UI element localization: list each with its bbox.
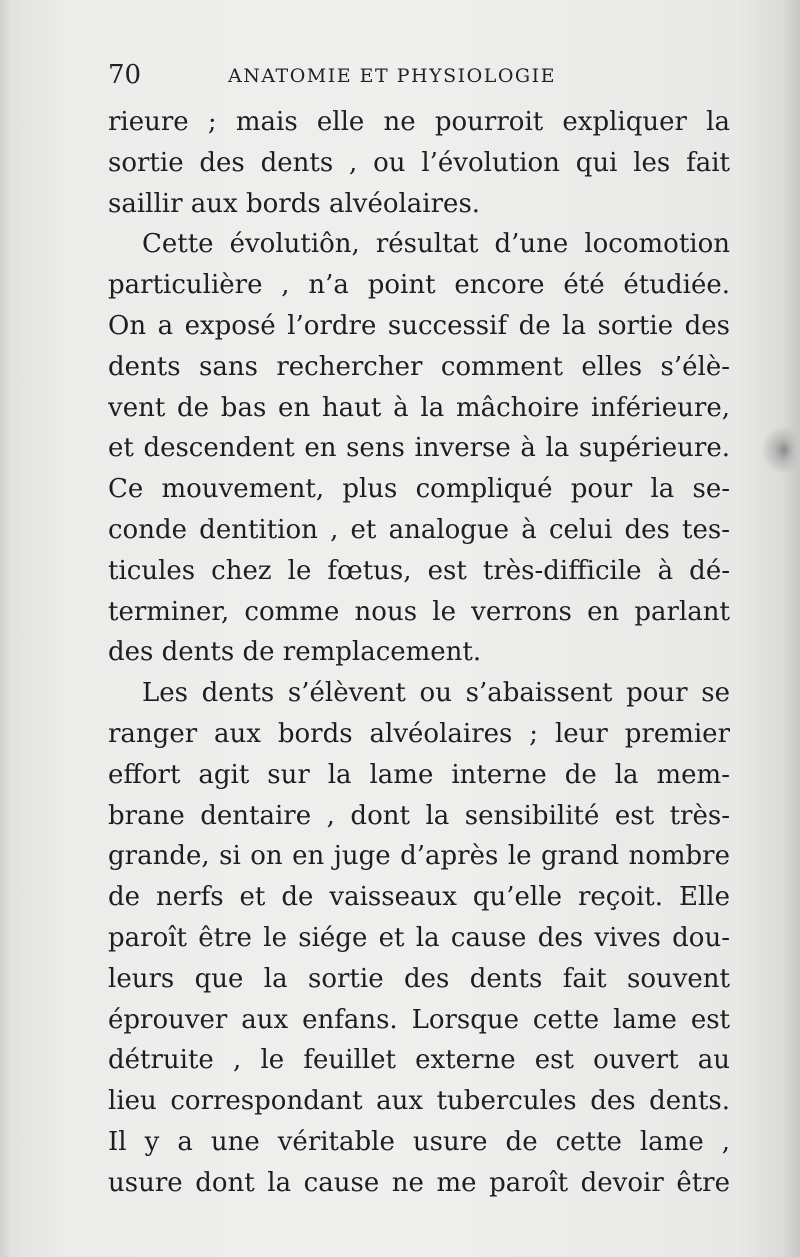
text-line: Cette évolutiôn, résultat d’une locomotion bbox=[142, 229, 730, 260]
text-line: conde dentition , et analogue à celui des tes- bbox=[108, 514, 730, 545]
page-number: 70 bbox=[108, 60, 142, 90]
page-edge-shadow-left bbox=[0, 0, 10, 1257]
page-header bbox=[108, 56, 732, 96]
text-line: Il y a une véritable usure de cette lame , bbox=[108, 1126, 730, 1157]
text-line: et descendent en sens inverse à la supérieure. bbox=[108, 433, 730, 464]
text-line: détruite , le feuillet externe est ouvert au bbox=[108, 1045, 730, 1076]
text-line: éprouver aux enfans. Lorsque cette lame est bbox=[108, 1004, 730, 1035]
text-line: rieure ; mais elle ne pourroit expliquer la bbox=[108, 107, 730, 137]
text-line: ranger aux bords alvéolaires ; leur premier bbox=[108, 718, 730, 749]
text-line: saillir aux bords alvéolaires. bbox=[108, 188, 481, 219]
text-line: des dents de remplacement. bbox=[108, 637, 482, 668]
text-line: de nerfs et de vaisseaux qu’elle reçoit. Elle bbox=[108, 882, 730, 913]
running-title: ANATOMIE ET PHYSIOLOGIE bbox=[228, 65, 556, 87]
text-line: grande, si on en juge d’après le grand nombre bbox=[108, 841, 730, 872]
text-line: particulière , n’a point encore été étudiée. bbox=[108, 270, 730, 301]
text-line: ticules chez le fœtus, est très-difficile à dé- bbox=[108, 555, 730, 586]
text-line: lieu correspondant aux tubercules des dents. bbox=[108, 1086, 730, 1117]
text-line: sortie des dents , ou l’évolution qui les fait bbox=[108, 147, 730, 178]
text-line: effort agit sur la lame interne de la mem- bbox=[108, 759, 730, 790]
text-line: Les dents s’élèvent ou s’abaissent pour se bbox=[142, 678, 730, 709]
page-edge-shadow-right bbox=[784, 0, 800, 1257]
text-line: paroît être le siége et la cause des vives dou- bbox=[108, 922, 730, 953]
text-line: leurs que la sortie des dents fait souvent bbox=[108, 963, 730, 994]
text-line: On a exposé l’ordre successif de la sortie des bbox=[108, 310, 730, 341]
text-line: dents sans rechercher comment elles s’élè- bbox=[108, 351, 730, 382]
body-text bbox=[108, 102, 730, 1204]
text-line: Ce mouvement, plus compliqué pour la se- bbox=[108, 474, 730, 505]
text-line: terminer, comme nous le verrons en parlant bbox=[108, 596, 730, 627]
text-line: vent de bas en haut à la mâchoire inférieure, bbox=[108, 392, 730, 423]
text-line: usure dont la cause ne me paroît devoir être bbox=[108, 1167, 730, 1198]
text-line: brane dentaire , dont la sensibilité est très- bbox=[108, 800, 730, 831]
